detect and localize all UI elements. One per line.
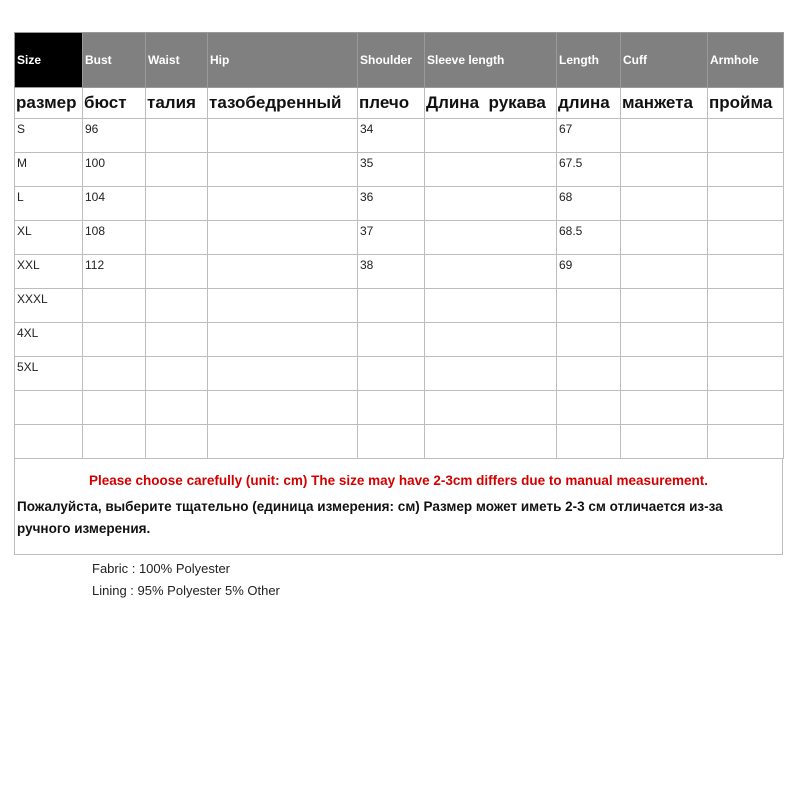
cell-cuff: [621, 221, 708, 255]
table-row: [15, 425, 784, 459]
header-bust: Bust: [83, 33, 146, 88]
ru-header-hip: тазобедренный: [208, 88, 358, 119]
table-row: [15, 119, 784, 153]
cell-cuff: [621, 323, 708, 357]
cell-hip: [208, 323, 358, 357]
cell-length: [557, 425, 621, 459]
cell-hip: [208, 357, 358, 391]
cell-size: 4XL: [15, 323, 83, 357]
cell-bust: 112: [83, 255, 146, 289]
cell-shoulder: [358, 289, 425, 323]
header-length: Length: [557, 33, 621, 88]
cell-bust: [83, 323, 146, 357]
cell-waist: [146, 221, 208, 255]
cell-length: 67.5: [557, 153, 621, 187]
cell-armhole: [708, 357, 784, 391]
cell-sleeve-length: [425, 153, 557, 187]
cell-sleeve-length: [425, 119, 557, 153]
cell-length: [557, 391, 621, 425]
cell-shoulder: [358, 323, 425, 357]
fabric-line: Fabric : 100% Polyester: [92, 561, 231, 576]
cell-sleeve-length: [425, 425, 557, 459]
cell-armhole: [708, 187, 784, 221]
table-row: [15, 289, 784, 323]
cell-armhole: [708, 153, 784, 187]
cell-hip: [208, 425, 358, 459]
cell-sleeve-length: [425, 289, 557, 323]
cell-waist: [146, 119, 208, 153]
notice-russian: Пожалуйста, выберите тщательно (единица измерения: см) Размер может иметь 2-3 см отличается из-за ручного измерения.: [17, 499, 723, 536]
header-armhole: Armhole: [708, 33, 784, 88]
cell-shoulder: [358, 425, 425, 459]
cell-length: [557, 323, 621, 357]
cell-armhole: [708, 221, 784, 255]
cell-waist: [146, 289, 208, 323]
cell-sleeve-length: [425, 391, 557, 425]
cell-waist: [146, 153, 208, 187]
ru-header-shoulder: плечо: [358, 88, 425, 119]
cell-waist: [146, 323, 208, 357]
size-rows: [15, 119, 784, 459]
cell-shoulder: 37: [358, 221, 425, 255]
cell-shoulder: 34: [358, 119, 425, 153]
cell-size: M: [15, 153, 83, 187]
ru-header-cuff: манжета: [621, 88, 708, 119]
cell-size: L: [15, 187, 83, 221]
header-size: Size: [15, 33, 83, 88]
cell-hip: [208, 187, 358, 221]
fabric-info: [92, 558, 280, 602]
cell-shoulder: 38: [358, 255, 425, 289]
table-row: [15, 391, 784, 425]
cell-sleeve-length: [425, 221, 557, 255]
table-row: [15, 323, 784, 357]
cell-armhole: [708, 425, 784, 459]
cell-size: [15, 425, 83, 459]
cell-cuff: [621, 289, 708, 323]
cell-cuff: [621, 391, 708, 425]
cell-armhole: [708, 255, 784, 289]
size-table: [14, 32, 784, 459]
cell-waist: [146, 391, 208, 425]
cell-hip: [208, 119, 358, 153]
cell-cuff: [621, 357, 708, 391]
cell-cuff: [621, 425, 708, 459]
ru-header-length: длина: [557, 88, 621, 119]
cell-length: 68.5: [557, 221, 621, 255]
cell-cuff: [621, 119, 708, 153]
cell-bust: 108: [83, 221, 146, 255]
header-cuff: Cuff: [621, 33, 708, 88]
cell-hip: [208, 221, 358, 255]
cell-length: 67: [557, 119, 621, 153]
cell-armhole: [708, 119, 784, 153]
size-chart: [14, 32, 783, 555]
header-waist: Waist: [146, 33, 208, 88]
cell-shoulder: 36: [358, 187, 425, 221]
cell-waist: [146, 357, 208, 391]
cell-waist: [146, 425, 208, 459]
cell-waist: [146, 187, 208, 221]
cell-sleeve-length: [425, 187, 557, 221]
cell-length: [557, 289, 621, 323]
cell-armhole: [708, 289, 784, 323]
cell-sleeve-length: [425, 255, 557, 289]
cell-length: [557, 357, 621, 391]
ru-header-waist: талия: [146, 88, 208, 119]
cell-hip: [208, 289, 358, 323]
cell-bust: [83, 425, 146, 459]
cell-armhole: [708, 391, 784, 425]
cell-length: 68: [557, 187, 621, 221]
cell-size: XXL: [15, 255, 83, 289]
cell-bust: [83, 391, 146, 425]
cell-bust: [83, 289, 146, 323]
notice-english: Please choose carefully (unit: cm) The size may have 2-3cm differs due to manual measurement.: [89, 473, 708, 488]
cell-shoulder: 35: [358, 153, 425, 187]
cell-hip: [208, 153, 358, 187]
cell-size: [15, 391, 83, 425]
cell-hip: [208, 391, 358, 425]
table-row: [15, 187, 784, 221]
cell-waist: [146, 255, 208, 289]
cell-size: 5XL: [15, 357, 83, 391]
cell-length: 69: [557, 255, 621, 289]
cell-bust: 104: [83, 187, 146, 221]
cell-bust: [83, 357, 146, 391]
table-row: [15, 255, 784, 289]
cell-armhole: [708, 323, 784, 357]
english-header-row: [15, 33, 784, 88]
cell-sleeve-length: [425, 357, 557, 391]
ru-header-armhole: пройма: [708, 88, 784, 119]
measurement-notice: [14, 459, 783, 555]
ru-header-bust: бюст: [83, 88, 146, 119]
cell-size: XXXL: [15, 289, 83, 323]
ru-header-size: размер: [15, 88, 83, 119]
cell-bust: 96: [83, 119, 146, 153]
cell-shoulder: [358, 357, 425, 391]
cell-sleeve-length: [425, 323, 557, 357]
ru-header-sleeve-length: Длина рукава: [425, 88, 557, 119]
cell-cuff: [621, 255, 708, 289]
cell-size: S: [15, 119, 83, 153]
table-row: [15, 153, 784, 187]
russian-header-row: [15, 88, 784, 119]
cell-bust: 100: [83, 153, 146, 187]
table-row: [15, 221, 784, 255]
lining-line: Lining : 95% Polyester 5% Other: [92, 583, 280, 598]
cell-cuff: [621, 187, 708, 221]
cell-cuff: [621, 153, 708, 187]
cell-shoulder: [358, 391, 425, 425]
header-hip: Hip: [208, 33, 358, 88]
header-shoulder: Shoulder: [358, 33, 425, 88]
header-sleeve-length: Sleeve length: [425, 33, 557, 88]
cell-size: XL: [15, 221, 83, 255]
table-row: [15, 357, 784, 391]
cell-hip: [208, 255, 358, 289]
